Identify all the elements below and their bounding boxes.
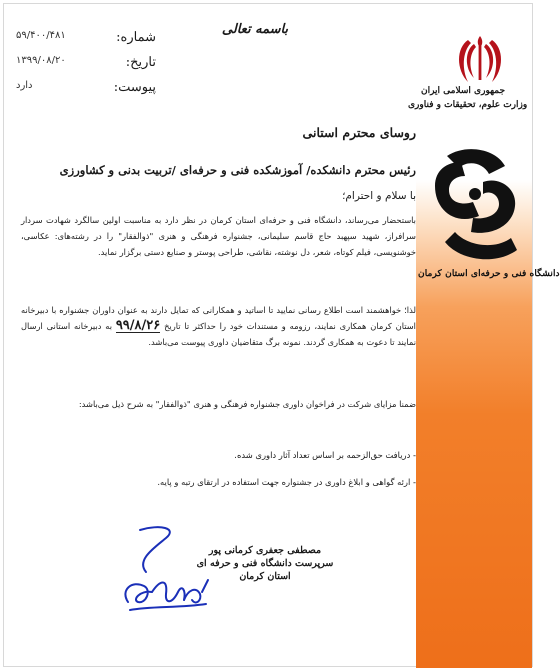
addressee-line2: رئیس محترم دانشکده/ آموزشکده فنی و حرفه‌ای /تربیت بدنی و کشاورزی — [59, 163, 416, 177]
paragraph-request-part2: به دبیرخانه استانی ارسال نمایند تا دعوت به همکاری گردند. نمونه برگ متقاضیان داوری پیوست می‌باشد. — [21, 321, 416, 347]
list-item: - دریافت حق‌الزحمه بر اساس تعداد آثار داوری شده. — [21, 450, 416, 460]
greeting: با سلام و احترام؛ — [342, 190, 416, 202]
addressee-line1: روسای محترم استانی — [302, 125, 416, 140]
ministry-line1: جمهوری اسلامی ایران — [420, 86, 506, 96]
number-label: شماره: — [116, 30, 156, 45]
paragraph-intro: باستحضار می‌رساند، دانشگاه فنی و حرفه‌ای استان کرمان در نظر دارد به مناسبت اولین سالگرد شهادت سردار سرافراز، شهید سپهبد حاج قاسم سلیمانی، جشنواره فرهنگی و هنری "ذوالفقار" را در رشته‌های: عکاسی، خوشنویسی، فیلم کوتاه، شعر، دل نوشته، نقاشی، طراحی پوستر و صنایع دستی برگزار نماید. — [21, 215, 416, 257]
signature-block — [195, 544, 335, 583]
paragraph-request — [21, 302, 416, 350]
ministry-line2: وزارت علوم، تحقیقات و فناوری — [408, 100, 528, 110]
signatory-title1: سرپرست دانشگاه فنی و حرفه ای — [196, 558, 334, 569]
date-label: تاریخ: — [125, 55, 156, 70]
basmala-heading: باسمه تعالی — [221, 22, 289, 37]
attachment-value: دارد — [16, 80, 33, 91]
signatory-title2: استان کرمان — [239, 571, 291, 582]
ministry-heading — [408, 84, 528, 112]
university-logo-icon — [425, 146, 525, 264]
letter-date-row — [16, 55, 156, 70]
university-name: دانشگاه فنی و حرفه‌ای استان کرمان — [418, 268, 560, 279]
attachment-row — [16, 80, 156, 95]
paragraph-request-part1: لذا؛ خواهشمند است اطلاع رسانی نمایید تا اساتید و همکارانی که تمایل دارند به عنوان داوران جشنواره با دبیرخانه استان کرمان همکاری نمایند، رزومه و مستندات خود را حداکثر تا تاریخ — [21, 305, 416, 331]
deadline-date: ۹۹/۸/۲۶ — [115, 318, 161, 333]
signatory-name: مصطفی جعفری کرمانی پور — [208, 545, 322, 556]
date-value: ۱۳۹۹/۰۸/۲۰ — [16, 55, 66, 66]
attachment-label: پیوست: — [113, 80, 156, 95]
benefits-list — [21, 450, 416, 504]
paragraph-benefits: ضمنا مزایای شرکت در فراخوان داوری جشنواره فرهنگی و هنری "ذوالفقار" به شرح ذیل می‌باشد: — [78, 399, 416, 409]
number-value: ۵۹/۴۰۰/۴۸۱ — [16, 30, 66, 41]
letter-number-row — [16, 30, 156, 45]
list-item: - ارئه گواهی و ابلاغ داوری در جشنواره جهت استفاده در ارتقای رتبه و پایه. — [21, 477, 416, 487]
iran-emblem-icon — [450, 30, 510, 90]
